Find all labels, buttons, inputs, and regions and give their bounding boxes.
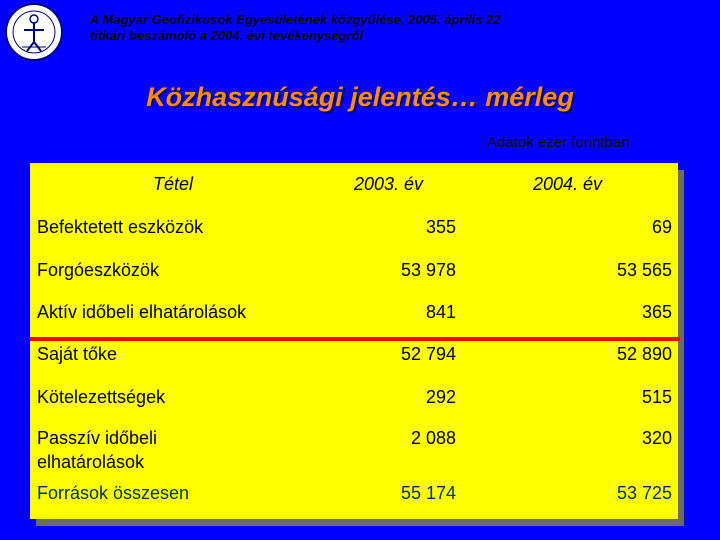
row-value-2004: 52 890 [616, 344, 672, 364]
unit-note: Adatok ezer forintban [487, 134, 630, 151]
column-header-item: Tétel [153, 174, 194, 194]
row-value-2003: 841 [425, 302, 456, 322]
column-header-2004: 2004. év [533, 174, 603, 194]
row-value-2004: 69 [651, 217, 672, 237]
society-emblem-icon [4, 2, 64, 62]
column-header-2003: 2003. év [354, 174, 424, 194]
row-value-2004: 53 565 [616, 260, 672, 280]
total-value-2004: 53 725 [616, 483, 672, 503]
row-value-2004: 515 [641, 387, 672, 407]
row-label-line-2: elhatárolások [37, 452, 145, 472]
header-line-2: titkári beszámoló a 2004. évi tevékenységről [90, 28, 364, 43]
row-value-2003: 53 978 [400, 260, 456, 280]
row-value-2003: 2 088 [410, 428, 456, 448]
row-label: Kötelezettségek [37, 387, 166, 407]
section-separator [30, 337, 680, 341]
slide-title: Közhasznúsági jelentés… mérleg [146, 82, 574, 112]
row-value-2003: 292 [425, 387, 456, 407]
row-value-2004: 320 [641, 428, 672, 448]
total-value-2003: 55 174 [400, 483, 456, 503]
slide-header [90, 12, 650, 44]
total-row-label: Források összesen [37, 483, 190, 503]
row-label: Saját tőke [37, 344, 118, 364]
row-label: Forgóeszközök [37, 260, 160, 280]
row-label: Aktív időbeli elhatárolások [37, 302, 247, 322]
row-value-2003: 355 [425, 217, 456, 237]
row-value-2003: 52 794 [400, 344, 456, 364]
row-value-2004: 365 [641, 302, 672, 322]
header-line-1: A Magyar Geofizikusok Egyesületének közgyűlése, 2005. április 22 [90, 12, 501, 27]
row-label: Befektetett eszközök [37, 217, 204, 237]
row-label-line-1: Passzív időbeli [37, 428, 158, 448]
